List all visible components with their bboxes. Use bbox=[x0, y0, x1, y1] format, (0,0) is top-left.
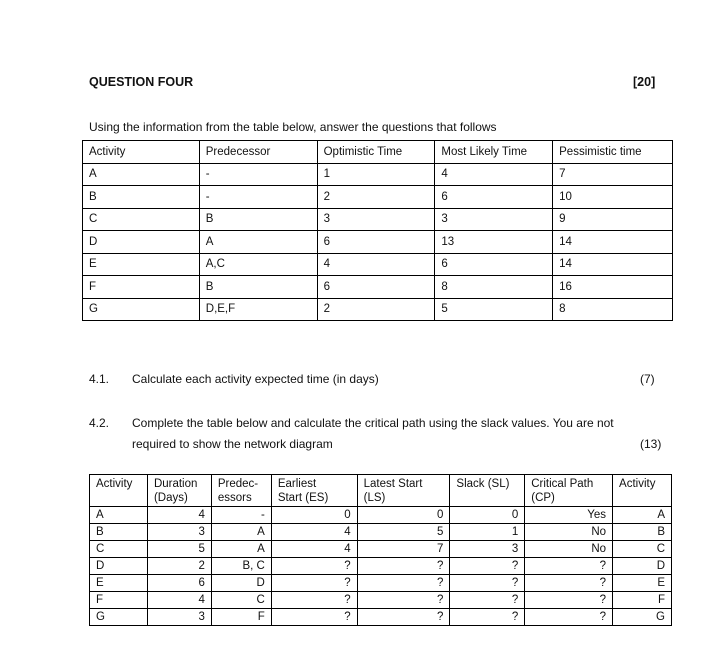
table-cell: A,C bbox=[199, 253, 317, 276]
table-cell: 3 bbox=[317, 208, 435, 231]
table-cell: F bbox=[90, 592, 148, 609]
table-cell: 16 bbox=[553, 276, 673, 299]
table-cell: 3 bbox=[147, 609, 211, 626]
col-header-line: Earliest bbox=[277, 478, 317, 490]
table-cell: 14 bbox=[553, 253, 673, 276]
table-cell: - bbox=[199, 163, 317, 186]
table-cell: 6 bbox=[435, 253, 553, 276]
col-header bbox=[613, 475, 672, 507]
table-row bbox=[83, 298, 673, 321]
col-header-line: Predec- bbox=[217, 478, 259, 490]
table-cell: ? bbox=[450, 558, 525, 575]
table-cell: ? bbox=[450, 575, 525, 592]
table-cell: - bbox=[211, 507, 271, 524]
table-cell: E bbox=[83, 253, 200, 276]
col-header bbox=[211, 475, 271, 507]
table-cell: ? bbox=[525, 609, 613, 626]
table-cell: No bbox=[525, 541, 613, 558]
table-cell: B bbox=[199, 276, 317, 299]
table-cell: A bbox=[613, 507, 672, 524]
col-header-line: Latest Start bbox=[363, 478, 423, 490]
table-cell: ? bbox=[525, 575, 613, 592]
table-cell: C bbox=[613, 541, 672, 558]
col-header-line: (LS) bbox=[363, 492, 386, 504]
col-header bbox=[525, 475, 613, 507]
col-header-line: Duration bbox=[153, 478, 198, 490]
table-row bbox=[83, 231, 673, 254]
q42-line1: Complete the table below and calculate the critical path using the slack values. You are not bbox=[132, 416, 614, 430]
table-cell: 2 bbox=[317, 298, 435, 321]
table-cell: F bbox=[83, 276, 200, 299]
table-cell: 6 bbox=[317, 231, 435, 254]
table-cell: - bbox=[199, 186, 317, 209]
table-cell: 8 bbox=[435, 276, 553, 299]
table-cell: 5 bbox=[435, 298, 553, 321]
col-header-line: Critical Path bbox=[531, 478, 594, 490]
col-header-line: Start (ES) bbox=[277, 492, 329, 504]
col-header-line: Activity bbox=[96, 478, 133, 490]
col-header-line: essors bbox=[217, 492, 252, 504]
table-cell: 2 bbox=[317, 186, 435, 209]
table-cell: A bbox=[83, 163, 200, 186]
table-cell: 1 bbox=[450, 524, 525, 541]
table-cell: C bbox=[90, 541, 148, 558]
table-row bbox=[83, 163, 673, 186]
q41-marks: (7) bbox=[640, 372, 655, 386]
table-cell: 14 bbox=[553, 231, 673, 254]
q42-marks: (13) bbox=[640, 437, 662, 451]
col-header bbox=[271, 475, 357, 507]
col-header bbox=[357, 475, 450, 507]
table-cell: B bbox=[90, 524, 148, 541]
table-cell: A bbox=[90, 507, 148, 524]
table-row bbox=[83, 276, 673, 299]
intro-text: Using the information from the table below, answer the questions that follows bbox=[89, 120, 497, 134]
table-cell: 4 bbox=[317, 253, 435, 276]
col-header bbox=[90, 475, 148, 507]
table-cell: D bbox=[211, 575, 271, 592]
table-cell: B bbox=[83, 186, 200, 209]
col-header bbox=[450, 475, 525, 507]
table-cell: 8 bbox=[553, 298, 673, 321]
table-cell: Yes bbox=[525, 507, 613, 524]
table-row bbox=[90, 558, 672, 575]
table-cell: A bbox=[211, 524, 271, 541]
table-cell: ? bbox=[357, 558, 450, 575]
table-cell: G bbox=[83, 298, 200, 321]
col-header: Pessimistic time bbox=[553, 141, 673, 164]
table-cell: ? bbox=[450, 609, 525, 626]
table-row bbox=[90, 524, 672, 541]
col-header-line: (CP) bbox=[531, 492, 555, 504]
table-row bbox=[83, 186, 673, 209]
table-cell: 6 bbox=[435, 186, 553, 209]
table-cell: 5 bbox=[147, 541, 211, 558]
table-cell: F bbox=[211, 609, 271, 626]
table-cell: 5 bbox=[357, 524, 450, 541]
table-cell: ? bbox=[525, 558, 613, 575]
table-cell: 9 bbox=[553, 208, 673, 231]
table-cell: G bbox=[90, 609, 148, 626]
table-cell: 4 bbox=[147, 507, 211, 524]
table-row bbox=[83, 253, 673, 276]
table-cell: D bbox=[83, 231, 200, 254]
table-cell: A bbox=[199, 231, 317, 254]
table-row bbox=[83, 208, 673, 231]
table-cell: 6 bbox=[147, 575, 211, 592]
table-cell: ? bbox=[357, 575, 450, 592]
table-row bbox=[90, 541, 672, 558]
table-cell: No bbox=[525, 524, 613, 541]
table-cell: D bbox=[90, 558, 148, 575]
q41-text: Calculate each activity expected time (in days) bbox=[132, 372, 379, 386]
col-header-line: Activity bbox=[619, 478, 656, 490]
table-cell: ? bbox=[271, 592, 357, 609]
table-cell: D,E,F bbox=[199, 298, 317, 321]
critical-path-table bbox=[89, 474, 672, 626]
table-cell: B bbox=[199, 208, 317, 231]
col-header: Predecessor bbox=[199, 141, 317, 164]
table-row bbox=[90, 592, 672, 609]
table-cell: 3 bbox=[147, 524, 211, 541]
q41-number: 4.1. bbox=[89, 372, 110, 386]
col-header: Most Likely Time bbox=[435, 141, 553, 164]
table-header-row bbox=[83, 141, 673, 164]
activity-times-table bbox=[82, 140, 673, 321]
table-cell: ? bbox=[271, 575, 357, 592]
q42-line2: required to show the network diagram bbox=[132, 437, 333, 451]
table-cell: ? bbox=[450, 592, 525, 609]
table-cell: 4 bbox=[147, 592, 211, 609]
table-cell: ? bbox=[357, 609, 450, 626]
table-cell: 4 bbox=[271, 541, 357, 558]
table-header-row bbox=[90, 475, 672, 507]
table-cell: 0 bbox=[271, 507, 357, 524]
col-header: Optimistic Time bbox=[317, 141, 435, 164]
table-cell: C bbox=[83, 208, 200, 231]
table-cell: 3 bbox=[435, 208, 553, 231]
question-marks: [20] bbox=[633, 75, 656, 89]
table-cell: 0 bbox=[450, 507, 525, 524]
table-cell: 2 bbox=[147, 558, 211, 575]
table-cell: ? bbox=[525, 592, 613, 609]
table-cell: B bbox=[613, 524, 672, 541]
table-row bbox=[90, 575, 672, 592]
table-cell: 6 bbox=[317, 276, 435, 299]
table-cell: C bbox=[211, 592, 271, 609]
table-cell: A bbox=[211, 541, 271, 558]
table-cell: E bbox=[613, 575, 672, 592]
table-cell: B, C bbox=[211, 558, 271, 575]
table-row bbox=[90, 609, 672, 626]
q42-number: 4.2. bbox=[89, 416, 110, 430]
question-title: QUESTION FOUR bbox=[89, 75, 194, 89]
col-header: Activity bbox=[83, 141, 200, 164]
table-cell: 13 bbox=[435, 231, 553, 254]
table-cell: ? bbox=[357, 592, 450, 609]
col-header-line: (Days) bbox=[153, 492, 188, 504]
table-cell: D bbox=[613, 558, 672, 575]
col-header-line: Slack (SL) bbox=[456, 478, 510, 490]
col-header bbox=[147, 475, 211, 507]
table-cell: G bbox=[613, 609, 672, 626]
table-cell: 1 bbox=[317, 163, 435, 186]
table-cell: 7 bbox=[553, 163, 673, 186]
table-row bbox=[90, 507, 672, 524]
table-cell: 0 bbox=[357, 507, 450, 524]
table-cell: 4 bbox=[271, 524, 357, 541]
table-cell: E bbox=[90, 575, 148, 592]
table-cell: ? bbox=[271, 609, 357, 626]
table-cell: ? bbox=[271, 558, 357, 575]
table-cell: 3 bbox=[450, 541, 525, 558]
table-cell: 7 bbox=[357, 541, 450, 558]
table-cell: F bbox=[613, 592, 672, 609]
table-cell: 10 bbox=[553, 186, 673, 209]
table-cell: 4 bbox=[435, 163, 553, 186]
